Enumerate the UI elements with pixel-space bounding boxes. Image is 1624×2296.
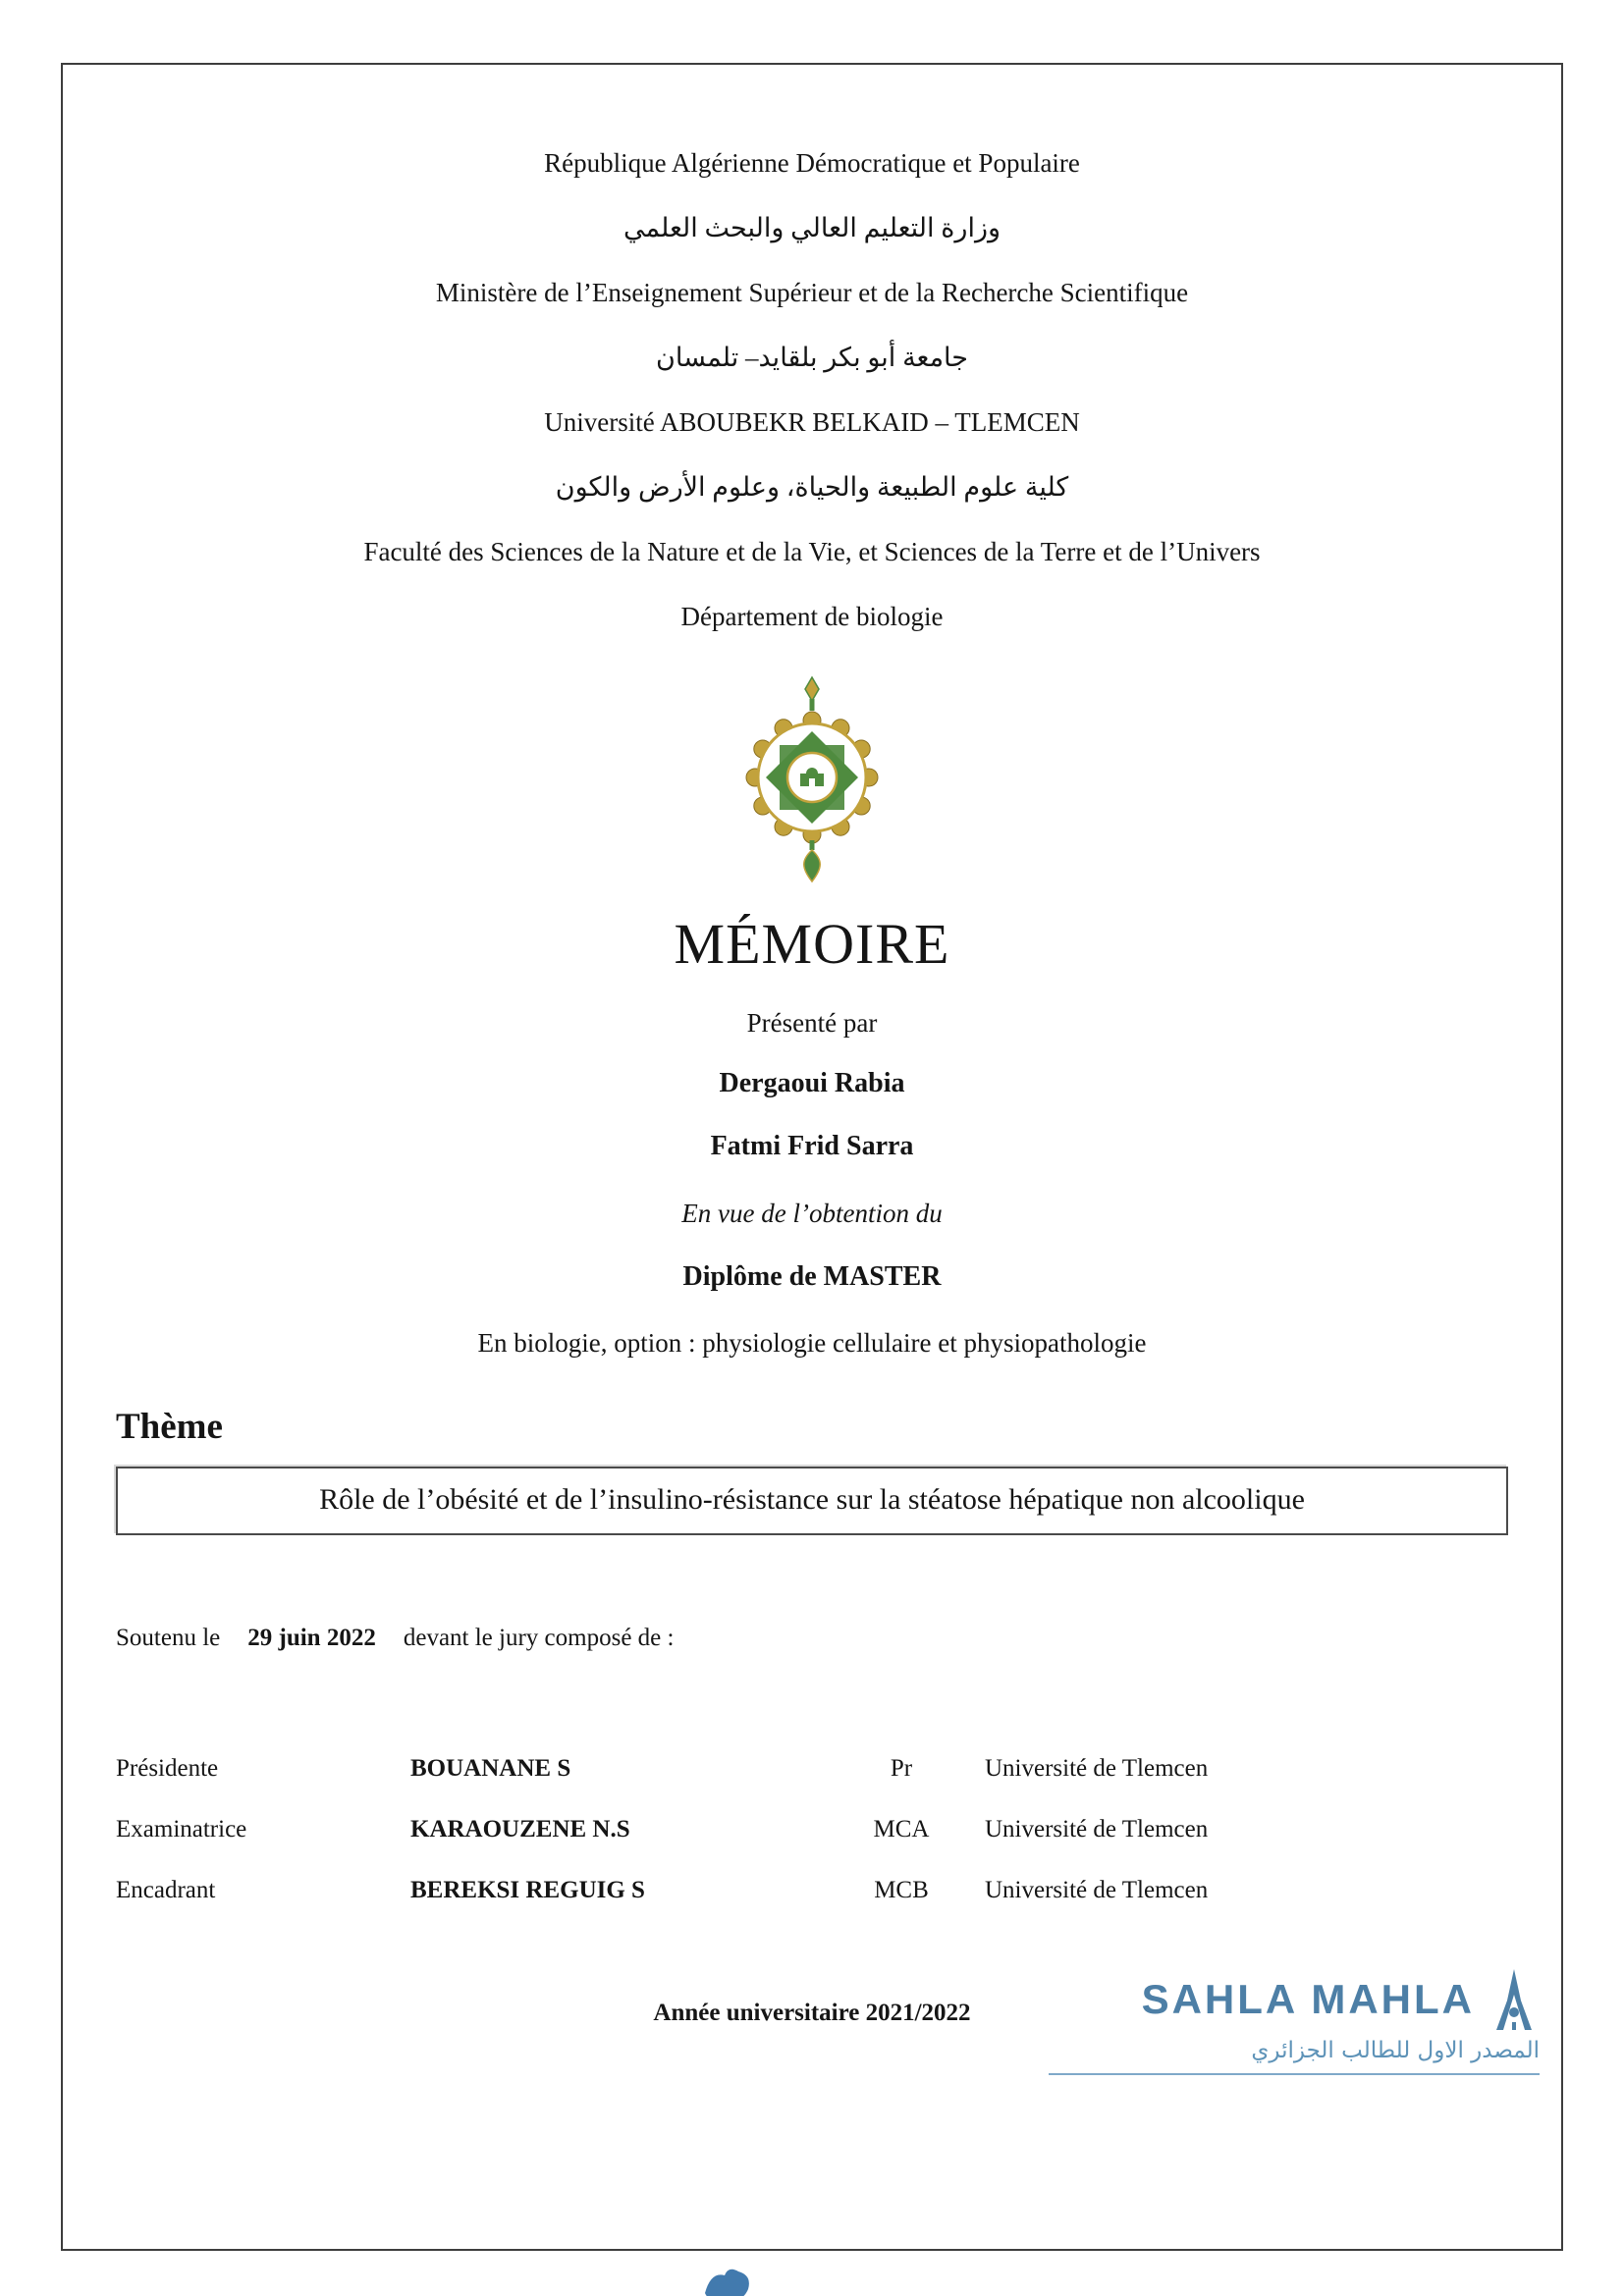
university-line: Université ABOUBEKR BELKAID – TLEMCEN <box>544 407 1080 437</box>
jury-name: BEREKSI REGUIG S <box>410 1877 645 1903</box>
university-line-arabic: جامعة أبو بكر بلقايد– تلمسان <box>656 343 968 372</box>
university-logo <box>738 675 886 883</box>
watermark-brand-row <box>1142 1967 1540 2032</box>
jury-affiliation: Université de Tlemcen <box>985 1877 1209 1903</box>
monument-icon <box>1489 1967 1540 2032</box>
republic-line: République Algérienne Démocratique et Populaire <box>544 148 1080 178</box>
presented-by-label: Présenté par <box>746 1008 878 1038</box>
jury-name: KARAOUZENE N.S <box>410 1816 630 1842</box>
jury-grade: MCB <box>874 1877 929 1903</box>
theme-heading: Thème <box>116 1407 223 1447</box>
jury-affiliation: Université de Tlemcen <box>985 1755 1209 1782</box>
academic-year: Année universitaire 2021/2022 <box>653 2000 971 2026</box>
jury-table <box>116 1751 1508 1908</box>
jury-name: BOUANANE S <box>410 1755 571 1782</box>
jury-role: Présidente <box>116 1755 219 1782</box>
jury-role: Encadrant <box>116 1877 216 1903</box>
sahla-mahla-watermark <box>1049 1967 1540 2075</box>
diploma-line: Diplôme de MASTER <box>682 1261 942 1292</box>
page-title: MÉMOIRE <box>674 912 950 976</box>
theme-title-box: Rôle de l’obésité et de l’insulino-résistance sur la stéatose hépatique non alcoolique <box>116 1467 1508 1535</box>
page-content <box>61 63 1563 2251</box>
purpose-line: En vue de l’obtention du <box>681 1199 943 1228</box>
defense-date: 29 juin 2022 <box>247 1625 376 1651</box>
defense-prefix: Soutenu le <box>116 1625 221 1651</box>
stray-blue-mark-icon <box>699 2264 756 2296</box>
watermark-brand-text: SAHLA MAHLA <box>1141 1976 1475 2022</box>
faculty-line-arabic: كلية علوم الطبيعة والحياة، وعلوم الأرض والكون <box>555 472 1069 502</box>
faculty-line: Faculté des Sciences de la Nature et de la Vie, et Sciences de la Terre et de l’Univers <box>363 537 1261 566</box>
defense-suffix: devant le jury composé de : <box>403 1625 675 1651</box>
jury-role: Examinatrice <box>116 1816 247 1842</box>
ministry-line-arabic: وزارة التعليم العالي والبحث العلمي <box>623 213 1001 242</box>
author-name-1: Dergaoui Rabia <box>719 1068 905 1098</box>
author-name-2: Fatmi Frid Sarra <box>710 1131 914 1161</box>
university-emblem-icon <box>738 675 886 883</box>
department-line: Département de biologie <box>680 602 944 631</box>
watermark-tagline-arabic: المصدر الاول للطالب الجزائري <box>1251 2038 1540 2063</box>
jury-grade: MCA <box>873 1816 930 1842</box>
jury-affiliation: Université de Tlemcen <box>985 1816 1209 1842</box>
jury-grade: Pr <box>890 1755 913 1782</box>
defense-line <box>116 1620 674 1657</box>
option-line: En biologie, option : physiologie cellulaire et physiopathologie <box>477 1328 1147 1358</box>
ministry-line: Ministère de l’Enseignement Supérieur et de la Recherche Scientifique <box>435 278 1189 307</box>
